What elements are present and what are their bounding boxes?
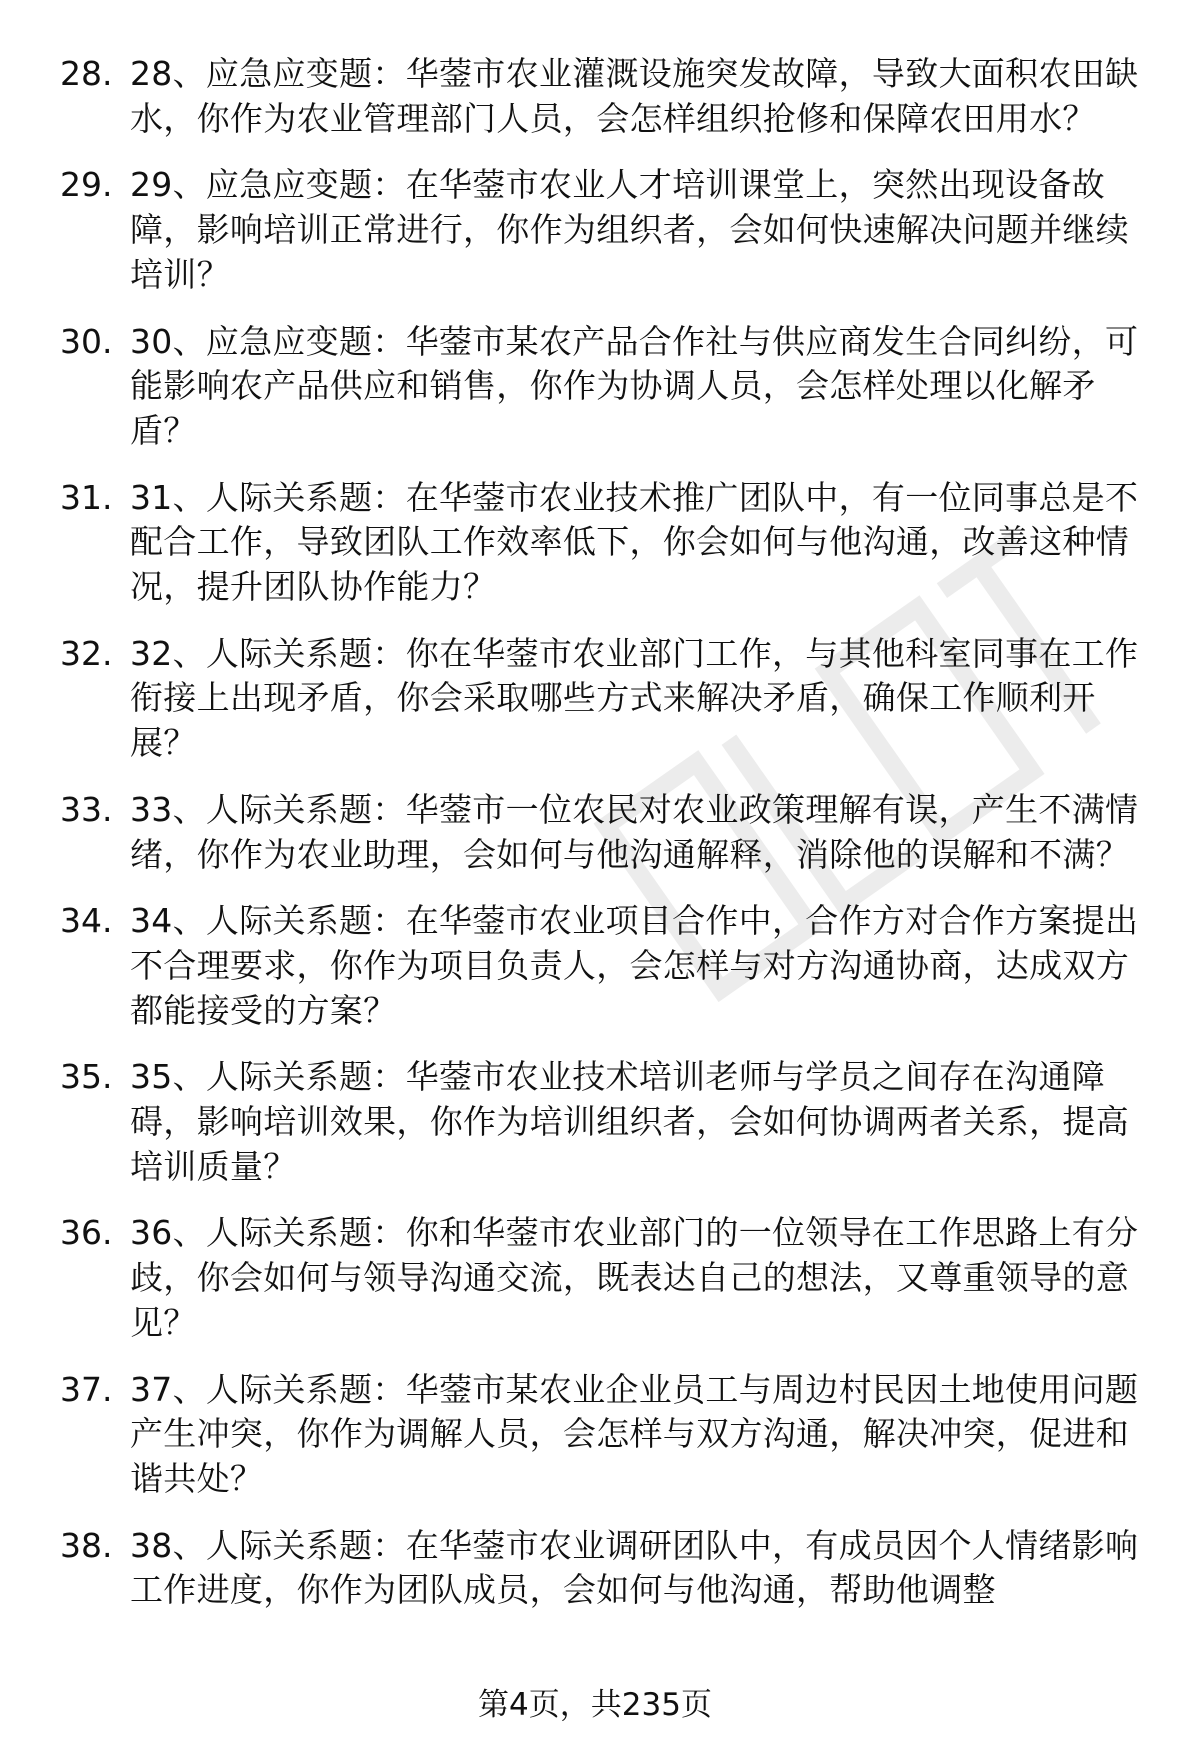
question-text: 36、人际关系题：你和华蓥市农业部门的一位领导在工作思路上有分歧，你会如何与领导沟通交流，既表达自己的想法，又尊重领导的意见？: [130, 1213, 1139, 1342]
question-text: 30、应急应变题：华蓥市某农产品合作社与供应商发生合同纠纷，可能影响农产品供应和销售，你作为协调人员，会怎样处理以化解矛盾？: [130, 321, 1139, 450]
question-text: 34、人际关系题：在华蓥市农业项目合作中，合作方对合作方案提出不合理要求，你作为项目负责人，会怎样与对方沟通协商，达成双方都能接受的方案？: [130, 901, 1139, 1030]
list-item: [60, 476, 1160, 610]
list-item: [60, 1524, 1160, 1613]
question-number: 33.: [60, 789, 113, 829]
question-number: 38.: [60, 1525, 113, 1565]
list-item: [60, 1055, 1160, 1189]
question-number: 34.: [60, 901, 113, 941]
list-item: [60, 320, 1160, 454]
question-number: 35.: [60, 1057, 113, 1097]
question-list: [60, 52, 1160, 1635]
question-text: 32、人际关系题：你在华蓥市农业部门工作，与其他科室同事在工作衔接上出现矛盾，你会采取哪些方式来解决矛盾，确保工作顺利开展？: [130, 633, 1139, 763]
list-item: [60, 52, 1160, 141]
page-footer: 第4页，共235页: [478, 1687, 712, 1723]
question-text: 33、人际关系题：华蓥市一位农民对农业政策理解有误，产生不满情绪，你作为农业助理，会如何与他沟通解释，消除他的误解和不满？: [130, 789, 1139, 874]
question-number: 29.: [60, 165, 113, 205]
list-item: [60, 1211, 1160, 1345]
question-number: 37.: [60, 1369, 113, 1409]
question-number: 30.: [60, 321, 113, 361]
question-text: 29、应急应变题：在华蓥市农业人才培训课堂上，突然出现设备故障，影响培训正常进行，你作为组织者，会如何快速解决问题并继续培训？: [130, 165, 1129, 294]
list-item: [60, 788, 1160, 877]
question-text: 37、人际关系题：华蓥市某农业企业员工与周边村民因土地使用问题产生冲突，你作为调解人员，会怎样与双方沟通，解决冲突，促进和谐共处？: [130, 1369, 1139, 1498]
question-text: 38、人际关系题：在华蓥市农业调研团队中，有成员因个人情绪影响工作进度，你作为团队成员，会如何与他沟通，帮助他调整: [130, 1525, 1139, 1610]
list-item: [60, 632, 1160, 766]
list-item: [60, 163, 1160, 297]
question-text: 31、人际关系题：在华蓥市农业技术推广团队中，有一位同事总是不配合工作，导致团队工作效率低下，你会如何与他沟通，改善这种情况，提升团队协作能力？: [130, 477, 1139, 607]
question-number: 31.: [60, 477, 113, 517]
question-number: 32.: [60, 633, 113, 673]
question-text: 28、应急应变题：华蓥市农业灌溉设施突发故障，导致大面积农田缺水，你作为农业管理部门人员，会怎样组织抢修和保障农田用水？: [130, 54, 1139, 138]
question-text: 35、人际关系题：华蓥市农业技术培训老师与学员之间存在沟通障碍，影响培训效果，你作为培训组织者，会如何协调两者关系，提高培训质量？: [130, 1057, 1129, 1186]
list-item: [60, 1368, 1160, 1502]
list-item: [60, 899, 1160, 1033]
question-number: 36.: [60, 1213, 113, 1253]
question-number: 28.: [60, 54, 113, 93]
